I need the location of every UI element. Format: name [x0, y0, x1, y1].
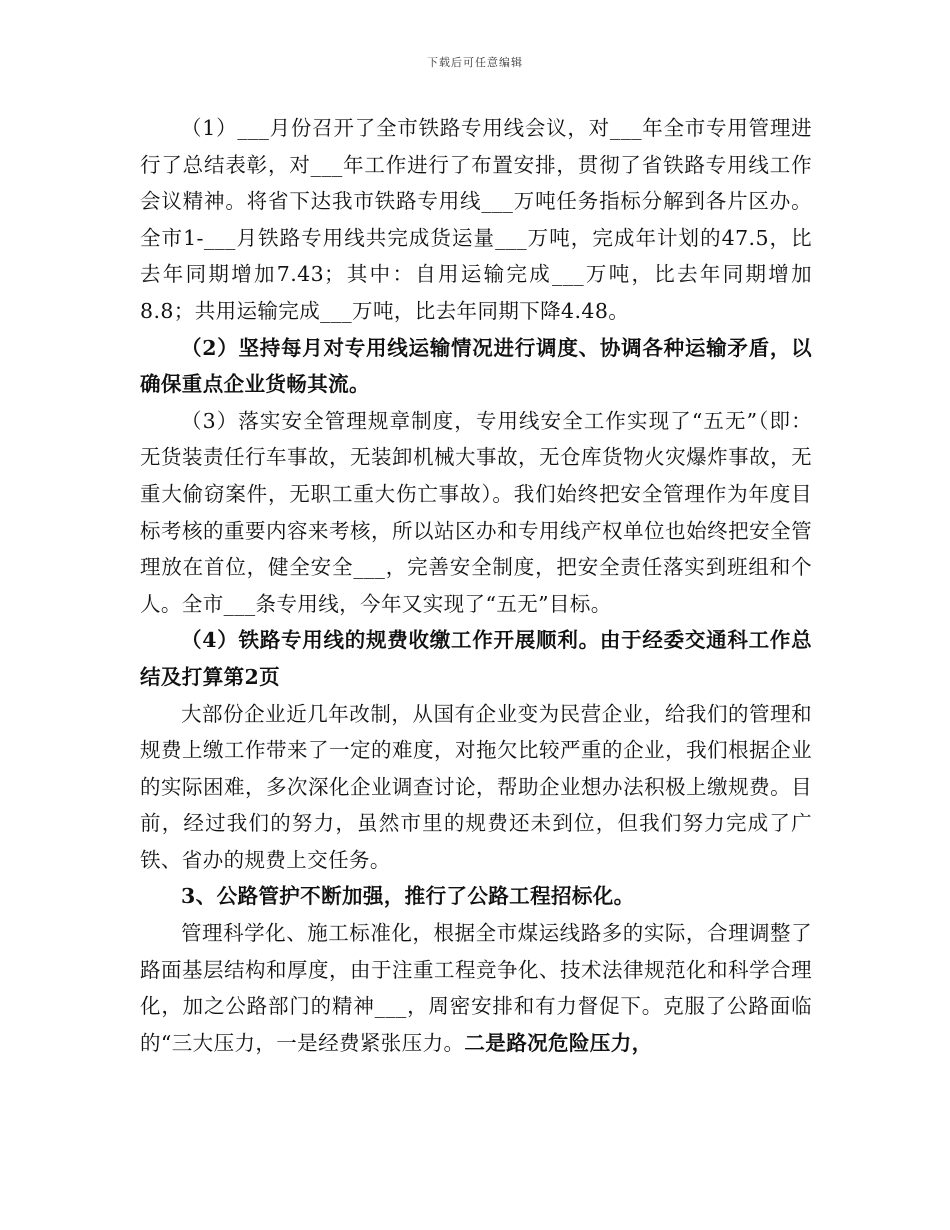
paragraph-4-heading: （4）铁路专用线的规费收缴工作开展顺利。由于经委交通科工作总结及打算第2页 — [140, 628, 812, 689]
section-3-heading: 3、公路管护不断加强，推行了公路工程招标化。 — [181, 884, 635, 909]
page-header: 下载后可任意编辑 — [427, 56, 523, 69]
paragraph-1: （1）___月份召开了全市铁路专用线会议，对___年全市专用管理进行了总结表彰，对___年工作进行了布置安排，贯彻了省铁路专用线工作会议精神。将省下达我市铁路专用线___万吨任务指标分解到各片区办。全市1-___月铁路专用线共完成货运量___万吨，完成年计划的47.5，比去年同期增加7.43；其中：自用运输完成___万吨，比去年同期增加8.8；共用运输完成___万吨，比去年同期下降4.48。 — [140, 116, 812, 323]
paragraph-7-text: 管理科学化、施工标准化，根据全市煤运线路多的实际，合理调整了路面基层结构和厚度，由于注重工程竞争化、技术法律规范化和科学合理化，加之公路部门的精神___，周密安排和有力督促下。克服了公路面临的“三大压力，一是经费紧张压力。 — [140, 921, 812, 1055]
document-body — [140, 110, 812, 1061]
paragraph-7 — [140, 915, 812, 1061]
paragraph-5: 大部份企业近几年改制，从国有企业变为民营企业，给我们的管理和规费上缴工作带来了一定的难度，对拖欠比较严重的企业，我们根据企业的实际困难，多次深化企业调查讨论，帮助企业想办法积极上缴规费。目前，经过我们的努力，虽然市里的规费还未到位，但我们努力完成了广铁、省办的规费上交任务。 — [140, 701, 812, 872]
paragraph-7-bold-text: 二是路况危险压力， — [464, 1030, 653, 1055]
paragraph-3: （3）落实安全管理规章制度，专用线安全工作实现了“五无”（即：无货装责任行车事故，无装卸机械大事故，无仓库货物火灾爆炸事故，无重大偷窃案件，无职工重大伤亡事故）。我们始终把安全管理作为年度目标考核的重要内容来考核，所以站区办和专用线产权单位也始终把安全管理放在首位，健全安全___，完善安全制度，把安全责任落实到班组和个人。全市___条专用线，今年又实现了“五无”目标。 — [140, 408, 812, 616]
paragraph-2-heading: （2）坚持每月对专用线运输情况进行调度、协调各种运输矛盾，以确保重点企业货畅其流。 — [140, 335, 812, 397]
